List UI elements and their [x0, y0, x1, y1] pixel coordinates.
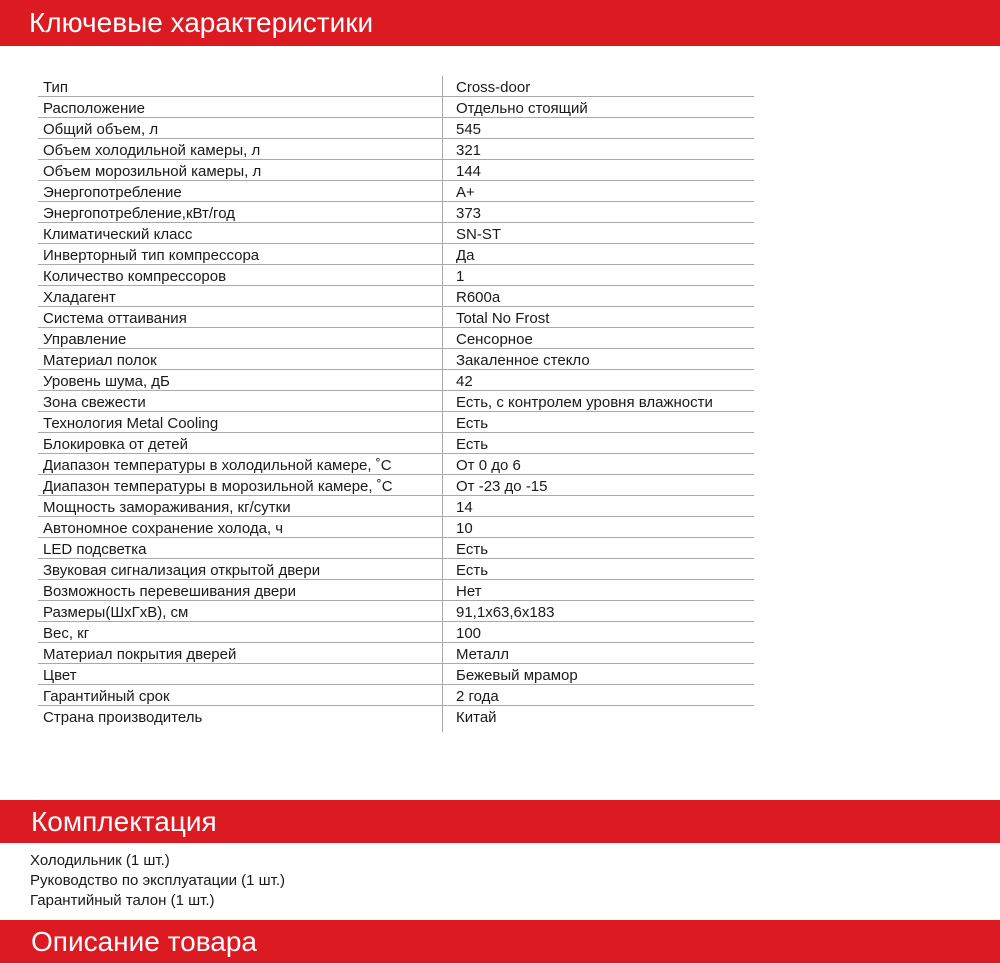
spec-row [38, 139, 754, 160]
spec-row [38, 244, 754, 265]
spec-row [38, 475, 754, 496]
spec-label: Тип [43, 79, 69, 96]
spec-row [38, 160, 754, 181]
kit-section-header [0, 800, 1000, 843]
spec-value: Есть [456, 415, 489, 432]
spec-row [38, 664, 754, 685]
spec-value: 2 года [456, 688, 499, 705]
spec-row [38, 349, 754, 370]
spec-value: Есть [456, 541, 489, 558]
kit-item: Руководство по эксплуатации (1 шт.) [30, 872, 286, 889]
spec-label: Количество компрессоров [43, 268, 227, 285]
spec-label: Климатический класс [43, 226, 193, 243]
spec-label: Материал покрытия дверей [43, 646, 237, 663]
spec-value: От 0 до 6 [456, 457, 521, 474]
spec-value: Сенсорное [456, 331, 533, 348]
spec-value: Бежевый мрамор [456, 667, 578, 684]
spec-row [38, 601, 754, 622]
spec-label: Объем морозильной камеры, л [43, 163, 262, 180]
spec-label: Автономное сохранение холода, ч [43, 520, 284, 537]
spec-row [38, 412, 754, 433]
spec-row [38, 538, 754, 559]
spec-label: Управление [43, 331, 127, 348]
spec-row [38, 181, 754, 202]
spec-row [38, 328, 754, 349]
spec-row [38, 622, 754, 643]
spec-label: Мощность замораживания, кг/сутки [43, 499, 291, 516]
spec-label: Возможность перевешивания двери [43, 583, 296, 600]
spec-label: Объем холодильной камеры, л [43, 142, 261, 159]
spec-label: Гарантийный срок [43, 688, 170, 705]
specs-section-title: Ключевые характеристики [29, 7, 374, 38]
spec-row [38, 97, 754, 118]
spec-label: Диапазон температуры в морозильной камере, ˚С [43, 478, 393, 495]
spec-row [38, 76, 754, 97]
kit-section-title: Комплектация [31, 806, 217, 837]
spec-row [38, 643, 754, 664]
spec-value: 91,1х63,6х183 [456, 604, 555, 621]
spec-row [38, 286, 754, 307]
spec-value: A+ [456, 184, 475, 201]
spec-label: Диапазон температуры в холодильной камере, ˚С [43, 457, 392, 474]
kit-list [30, 851, 285, 911]
spec-row [38, 265, 754, 286]
spec-label: Цвет [43, 667, 77, 684]
spec-value: 373 [456, 205, 482, 222]
spec-row [38, 433, 754, 454]
spec-value: Китай [456, 709, 497, 726]
spec-value: 14 [456, 499, 473, 516]
description-section-title: Описание товара [31, 926, 257, 957]
spec-label: Вес, кг [43, 625, 90, 642]
spec-row [38, 307, 754, 328]
specs-table [38, 76, 754, 727]
spec-label: Уровень шума, дБ [43, 373, 170, 390]
spec-label: Материал полок [43, 352, 157, 369]
spec-label: Энергопотребление,кВт/год [43, 205, 235, 222]
spec-value: 545 [456, 121, 482, 138]
spec-value: Закаленное стекло [456, 352, 590, 369]
spec-value: Да [456, 247, 475, 264]
spec-label: Технология Metal Cooling [43, 415, 219, 432]
spec-value: 100 [456, 625, 482, 642]
spec-label: Зона свежести [43, 394, 146, 411]
spec-label: Блокировка от детей [43, 436, 189, 453]
spec-row [38, 559, 754, 580]
spec-value: 144 [456, 163, 482, 180]
spec-value: Есть, с контролем уровня влажности [456, 394, 713, 411]
spec-value: Total No Frost [456, 310, 550, 327]
spec-label: Страна производитель [43, 709, 203, 726]
spec-label: Расположение [43, 100, 145, 117]
spec-value: 42 [456, 373, 473, 390]
spec-label: Размеры(ШхГхВ), см [43, 604, 189, 621]
spec-row [38, 223, 754, 244]
spec-row [38, 454, 754, 475]
spec-value: 321 [456, 142, 482, 159]
kit-item: Гарантийный талон (1 шт.) [30, 892, 215, 909]
spec-value: 1 [456, 268, 465, 285]
spec-value: Металл [456, 646, 510, 663]
description-section-header [0, 920, 1000, 963]
spec-row [38, 118, 754, 139]
spec-value: От -23 до -15 [456, 478, 548, 495]
spec-label: LED подсветка [43, 541, 147, 558]
spec-label: Система оттаивания [43, 310, 187, 327]
spec-row [38, 580, 754, 601]
spec-label: Инверторный тип компрессора [43, 247, 260, 264]
spec-row [38, 370, 754, 391]
spec-value: Cross-door [456, 79, 531, 96]
spec-row [38, 496, 754, 517]
spec-row [38, 706, 754, 727]
spec-value: Есть [456, 562, 489, 579]
spec-row [38, 391, 754, 412]
spec-label: Общий объем, л [43, 121, 159, 138]
spec-value: 10 [456, 520, 473, 537]
specs-section-header [0, 0, 1000, 46]
kit-item: Холодильник (1 шт.) [30, 852, 170, 869]
spec-label: Энергопотребление [43, 184, 182, 201]
spec-value: SN-ST [456, 226, 501, 243]
spec-row [38, 517, 754, 538]
spec-label: Хладагент [43, 289, 116, 306]
spec-row [38, 202, 754, 223]
spec-value: R600a [456, 289, 501, 306]
spec-value: Нет [456, 583, 482, 600]
spec-row [38, 685, 754, 706]
spec-label: Звуковая сигнализация открытой двери [43, 562, 321, 579]
spec-value: Отдельно стоящий [456, 100, 588, 117]
spec-value: Есть [456, 436, 489, 453]
